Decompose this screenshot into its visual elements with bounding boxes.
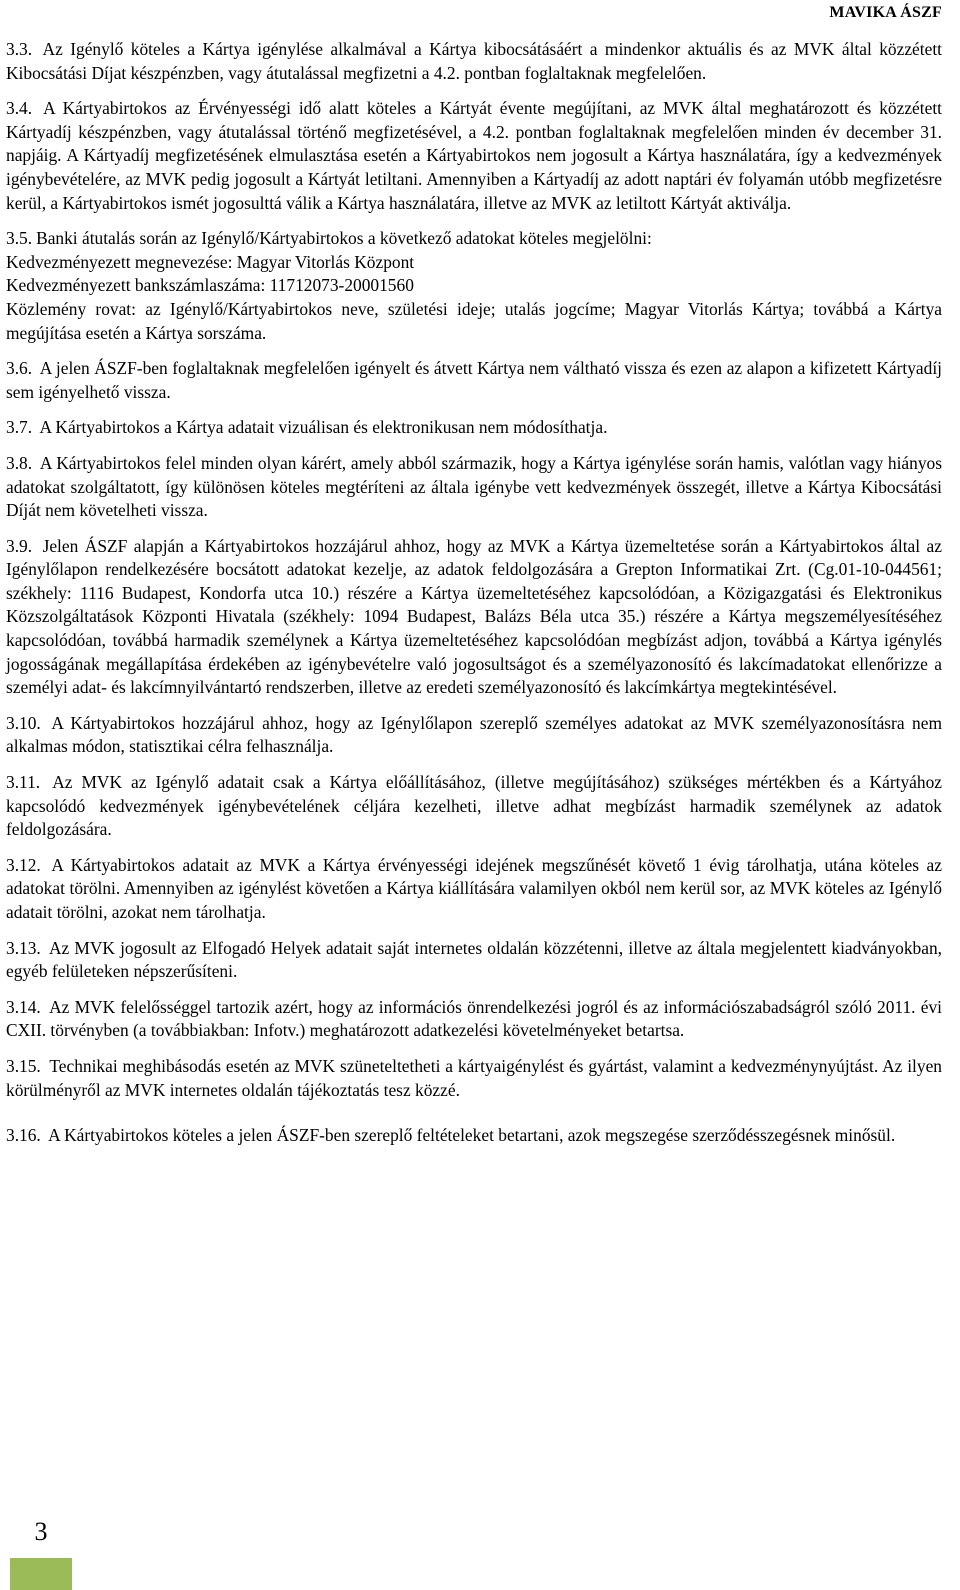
section-3-7 (6, 416, 942, 440)
section-text: A Kártyabirtokos felel minden olyan kárért, amely abból származik, hogy a Kártya igénylése során hamis, valótlan vagy hiányos adatokat szolgáltatott, így különösen köteles megtéríteni az általa igénybe vett kedvezmények összegét, illetve a Kártya Kibocsátási Díját nem követelheti vissza. (6, 452, 942, 521)
section-text: A Kártyabirtokos hozzájárul ahhoz, hogy az Igénylőlapon szereplő személyes adatokat az MVK személyazonosításra nem alkalmas módon, statisztikai célra felhasználja. (6, 712, 942, 757)
section-text: A jelen ÁSZF-ben foglaltaknak megfelelően igényelt és átvett Kártya nem váltható vissza és ezen az alapon a kifizetett Kártyadíj sem igényelhető vissza. (6, 358, 942, 402)
section-number: 3.11. (6, 772, 41, 793)
section-text: Az MVK felelősséggel tartozik azért, hogy az információs önrendelkezési jogról és az információszabadságról szóló 2011. évi CXII. törvényben (a továbbiakban: Infotv.) meghatározott adatkezelési követelményeket betartsa. (6, 996, 943, 1041)
beneficiary-name-line: Kedvezményezett megnevezése: Magyar Vitorlás Központ (6, 251, 415, 272)
beneficiary-account-line: Kedvezményezett bankszámlaszáma: 11712073-20001560 (6, 275, 414, 296)
section-text: Az MVK jogosult az Elfogadó Helyek adatait saját internetes oldalán közzétenni, illetve az általa megjelentett kiadványokban, egyéb felületeken népszerűsíteni. (6, 937, 942, 982)
section-number: 3.16. (6, 1125, 41, 1146)
section-3-15 (6, 1055, 942, 1102)
section-3-5 (6, 227, 942, 345)
section-3-11 (6, 771, 942, 842)
page-number-accent-bar (10, 1558, 72, 1590)
section-3-9 (6, 535, 942, 700)
section-number: 3.6. (6, 358, 33, 379)
section-3-12 (6, 854, 942, 925)
transfer-note-line: Közlemény rovat: az Igénylő/Kártyabirtokos neve, születési ideje; utalás jogcíme; Magyar Vitorlás Kártya; továbbá a Kártya megújítása esetén a Kártya sorszáma. (6, 298, 942, 343)
section-text: Banki átutalás során az Igénylő/Kártyabirtokos a következő adatokat köteles megjelölni: (36, 228, 652, 249)
section-3-4 (6, 97, 942, 215)
running-header (829, 4, 942, 22)
section-number: 3.14. (6, 996, 41, 1017)
section-text: A Kártyabirtokos az Érvényességi idő alatt köteles a Kártyát évente megújítani, az MVK által meghatározott és közzétett Kártyadíj készpénzben, vagy átutalással történő megfizetésével, a 4.2. pontban foglaltaknak megfelelően minden év december 31. napjáig. A Kártyadíj megfizetésének elmulasztása esetén a Kártyabirtokos nem jogosult a Kártya használatára, így a kedvezmények igénybevételére, az MVK pedig jogosult a Kártyát letiltani. Amennyiben a Kártyadíj az adott naptári év folyamán utóbb megfizetésre kerül, a Kártyabirtokos ismét jogosulttá válik a Kártya használatára, illetve az MVK az letiltott Kártyát aktiválja. (6, 98, 942, 213)
section-text: A Kártyabirtokos adatait az MVK a Kártya érvényességi idejének megszűnését követő 1 évig tárolhatja, utána köteles az adatokat törölni. Amennyiben az igénylést követően a Kártya kiállítására valamilyen okból nem kerül sor, az MVK köteles az Igénylő adatait törölni, azokat nem tárolhatja. (6, 854, 942, 922)
section-3-6 (6, 357, 942, 404)
section-text: A Kártyabirtokos köteles a jelen ÁSZF-ben szereplő feltételeket betartani, azok megszegése szerződésszegésnek minősül. (48, 1125, 896, 1146)
page-footer (10, 1517, 72, 1590)
section-3-16 (6, 1124, 942, 1148)
document-title: MAVIKA ÁSZF (829, 4, 942, 21)
section-3-14 (6, 996, 942, 1043)
section-line (6, 227, 942, 251)
section-3-13 (6, 937, 942, 984)
section-text: Technikai meghibásodás esetén az MVK szüneteltetheti a kártyaigénylést és gyártást, valamint a kedvezménynyújtást. Az ilyen körülményről az MVK internetes oldalán tájékoztatás tesz közzé. (6, 1055, 942, 1100)
section-number: 3.15. (6, 1055, 41, 1076)
document-body (6, 38, 942, 1160)
section-number: 3.4. (6, 98, 33, 119)
section-3-8 (6, 452, 942, 523)
section-text: A Kártyabirtokos a Kártya adatait vizuálisan és elektronikusan nem módosíthatja. (39, 417, 608, 438)
section-3-3 (6, 38, 942, 85)
section-number: 3.10. (6, 712, 41, 733)
section-number: 3.9. (6, 535, 33, 556)
section-number: 3.13. (6, 937, 41, 958)
section-number: 3.8. (6, 452, 33, 473)
section-number: 3.12. (6, 854, 41, 875)
section-text: Az MVK az Igénylő adatait csak a Kártya előállításához, (illetve megújításához) szükséges mértékben és a Kártyához kapcsolódó kedvezmények igénybevételének céljára kezelheti, illetve adhat megbízást harmadik személynek az adatok feldolgozására. (6, 772, 942, 840)
page-number: 3 (34, 1517, 48, 1546)
section-text: Az Igénylő köteles a Kártya igénylése alkalmával a Kártya kibocsátásáért a mindenkor aktuális és az MVK által közzétett Kibocsátási Díjat készpénzben, vagy átutalással megfizetni a 4.2. pontban foglaltaknak megfelelően. (6, 39, 942, 83)
section-text: Jelen ÁSZF alapján a Kártyabirtokos hozzájárul ahhoz, hogy az MVK a Kártya üzemeltetése során a Kártyabirtokos által az Igénylőlapon rendelkezésére bocsátott adatokat kezelje, az adatok feldolgozására a Grepton Informatikai Zrt. (Cg.01-10-044561; székhely: 1116 Budapest, Kondorfa utca 10.) részére a Kártya üzemeltetéséhez kapcsolódóan, a Közigazgatási és Elektronikus Közszolgáltatások Központi Hivatala (székhely: 1094 Budapest, Balázs Béla utca 35.) részére a Kártya megszemélyesítéséhez kapcsolódóan, továbbá harmadik személynek a Kártya üzemeltetéséhez kapcsolódóan megbízást adjon, továbbá a Kártya igénylés jogosságának megállapítása érdekében az igénybevételre való jogosultságot és a személyazonosító és lakcímadatokat ellenőrizze a személyi adat- és lakcímnyilvántartó rendszerben, illetve az eredeti személyazonosító és lakcímkártya megtekintésével. (6, 535, 942, 698)
section-number: 3.5. (6, 228, 33, 249)
section-3-10 (6, 712, 942, 759)
section-number: 3.3. (6, 39, 33, 59)
section-number: 3.7. (6, 417, 33, 438)
